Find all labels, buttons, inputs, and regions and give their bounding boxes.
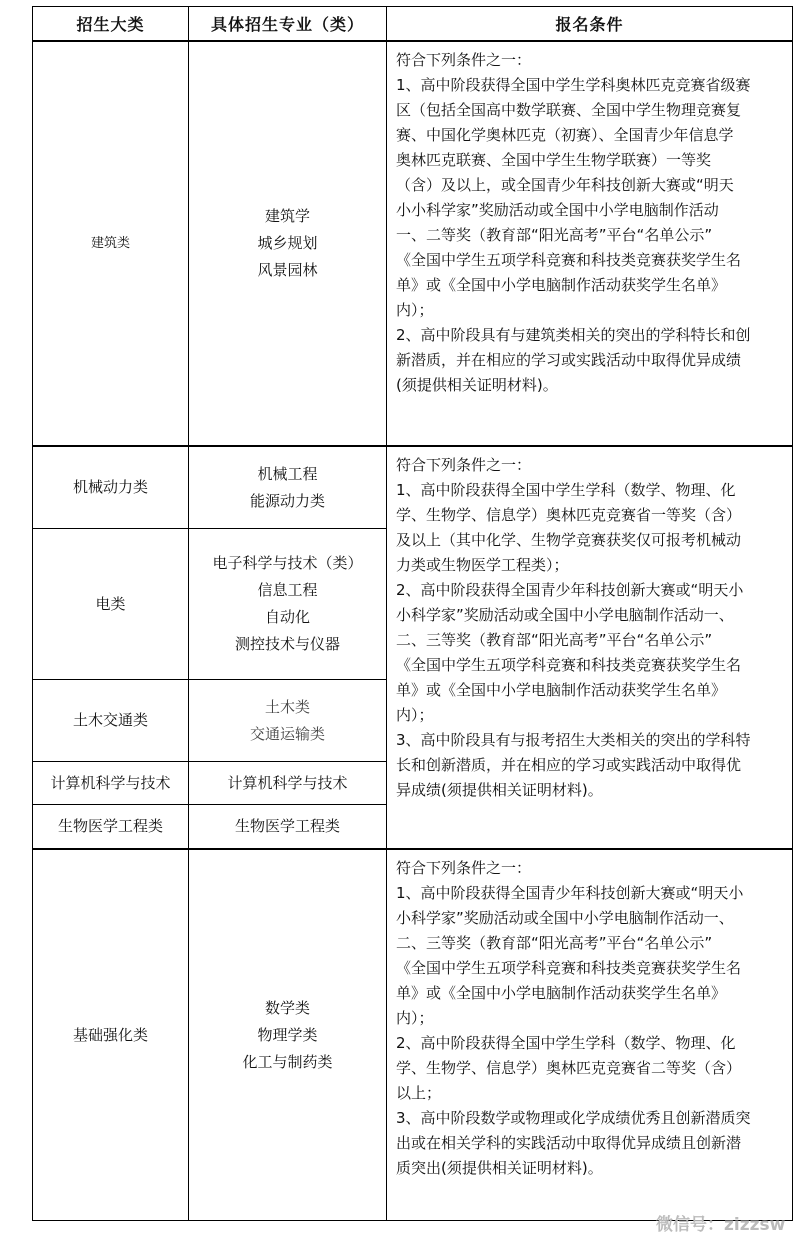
condition-line: 以上； (396, 1084, 442, 1102)
condition-line: 1、高中阶段获得全国中学生学科奥林匹克竞赛省级赛 (396, 76, 751, 94)
condition-block (396, 856, 792, 1181)
major-name: 化工与制药类 (242, 1052, 333, 1071)
condition-line: 力类或生物医学工程类）； (396, 556, 569, 574)
condition-line: 单》或《全国中小学电脑制作活动获奖学生名单》 (396, 276, 727, 294)
major-name: 电子科学与技术（类） (212, 554, 363, 572)
condition-line: 单》或《全国中小学电脑制作活动获奖学生名单》 (396, 984, 727, 1002)
condition-line: 《全国中学生五项学科竞赛和科技类竞赛获奖学生名 (396, 959, 742, 977)
condition-line: 3、高中阶段数学或物理或化学成绩优秀且创新潜质突 (396, 1109, 751, 1127)
condition-line: 小小科学家”奖励活动或全国中小学电脑制作活动 (396, 201, 719, 219)
column-divider-2 (386, 6, 387, 1221)
condition-line: 质突出(须提供相关证明材料)。 (396, 1159, 603, 1177)
condition-line: 学、生物学、信息学）奥林匹克竞赛省二等奖（含） (396, 1059, 742, 1077)
condition-line: 学、生物学、信息学）奥林匹克竞赛省一等奖（含） (396, 506, 742, 524)
category-label: 机械动力类 (72, 478, 148, 496)
condition-line: 1、高中阶段获得全国中学生学科（数学、物理、化 (396, 481, 736, 499)
major-cell (189, 805, 386, 848)
major-cell (189, 42, 386, 445)
condition-line: 2、高中阶段获得全国青少年科技创新大赛或“明天小 (396, 581, 744, 599)
condition-line: 长和创新潜质，并在相应的学习或实践活动中取得优 (396, 756, 742, 774)
category-label: 基础强化类 (72, 1025, 148, 1044)
category-label: 计算机科学与技术 (50, 773, 171, 792)
condition-line: 1、高中阶段获得全国青少年科技创新大赛或“明天小 (396, 884, 744, 902)
major-name: 自动化 (264, 608, 310, 626)
major-name: 物理学类 (257, 1025, 318, 1044)
table-right-border (792, 6, 793, 1221)
condition-line: 及以上（其中化学、生物学竞赛获奖仅可报考机械动 (396, 531, 742, 549)
major-name: 生物医学工程类 (234, 817, 340, 835)
header-category: 招生大类 (76, 14, 145, 34)
condition-line: 内）； (396, 301, 434, 319)
category-cell (33, 680, 188, 761)
condition-line: 赛、中国化学奥林匹克（初赛）、全国青少年信息学 (396, 126, 734, 144)
condition-line: 《全国中学生五项学科竞赛和科技类竞赛获奖学生名 (396, 251, 742, 269)
watermark-text: 微信号：zizzsw (656, 1215, 786, 1235)
major-cell (189, 850, 386, 1220)
condition-block (396, 48, 792, 398)
major-cell (189, 762, 386, 804)
condition-line: 异成绩(须提供相关证明材料)。 (396, 781, 603, 799)
category-label: 土木交通类 (72, 711, 148, 729)
condition-line: 3、高中阶段具有与报考招生大类相关的突出的学科特 (396, 731, 751, 749)
major-cell (189, 680, 386, 761)
condition-line: 区（包括全国高中数学联赛、全国中学生物理竞赛复 (396, 101, 742, 119)
condition-line: 奥林匹克联赛、全国中学生生物学联赛）一等奖 (396, 151, 712, 169)
condition-line: 《全国中学生五项学科竞赛和科技类竞赛获奖学生名 (396, 656, 742, 674)
category-cell (33, 447, 188, 528)
category-cell (33, 529, 188, 679)
header-major: 具体招生专业（类） (210, 14, 364, 34)
condition-line: (须提供相关证明材料)。 (396, 376, 558, 394)
major-name: 信息工程 (257, 581, 318, 599)
major-name: 数学类 (264, 998, 310, 1017)
condition-line: 一、二等奖（教育部“阳光高考”平台“名单公示” (396, 226, 713, 244)
category-cell (33, 805, 188, 848)
major-name: 建筑学 (264, 207, 310, 225)
major-name: 交通运输类 (249, 724, 325, 743)
major-name: 风景园林 (257, 261, 318, 279)
category-label: 建筑类 (90, 236, 130, 251)
category-cell (33, 42, 188, 445)
major-cell (189, 529, 386, 679)
major-name: 土木类 (264, 697, 310, 716)
major-name: 城乡规划 (257, 234, 318, 252)
category-label: 电类 (95, 594, 126, 613)
condition-block (396, 453, 792, 803)
condition-line: 新潜质，并在相应的学习或实践活动中取得优异成绩 (396, 351, 742, 369)
condition-line: 符合下列条件之一： (396, 456, 532, 474)
condition-line: 出或在相关学科的实践活动中取得优异成绩且创新潜 (396, 1134, 742, 1152)
category-label: 生物医学工程类 (57, 817, 163, 835)
major-name: 能源动力类 (249, 491, 325, 510)
header-condition: 报名条件 (555, 14, 624, 34)
condition-line: 小科学家”奖励活动或全国中小学电脑制作活动一、 (396, 606, 734, 624)
condition-line: 符合下列条件之一： (396, 859, 532, 877)
major-name: 测控技术与仪器 (234, 635, 340, 653)
condition-line: 内）； (396, 706, 434, 724)
condition-line: 内）； (396, 1009, 434, 1027)
table-top-border (32, 6, 792, 7)
major-cell (189, 447, 386, 528)
condition-line: 符合下列条件之一： (396, 51, 532, 69)
condition-line: 小科学家”奖励活动或全国中小学电脑制作活动一、 (396, 909, 734, 927)
category-cell (33, 762, 188, 804)
condition-line: 二、三等奖（教育部“阳光高考”平台“名单公示” (396, 631, 713, 649)
major-name: 机械工程 (257, 464, 318, 483)
condition-line: （含）及以上，或全国青少年科技创新大赛或“明天 (396, 176, 734, 194)
major-name: 计算机科学与技术 (227, 773, 348, 792)
condition-line: 二、三等奖（教育部“阳光高考”平台“名单公示” (396, 934, 713, 952)
condition-line: 2、高中阶段具有与建筑类相关的突出的学科特长和创 (396, 326, 751, 344)
category-cell (33, 850, 188, 1220)
condition-line: 2、高中阶段获得全国中学生学科（数学、物理、化 (396, 1034, 736, 1052)
condition-line: 单》或《全国中小学电脑制作活动获奖学生名单》 (396, 681, 727, 699)
